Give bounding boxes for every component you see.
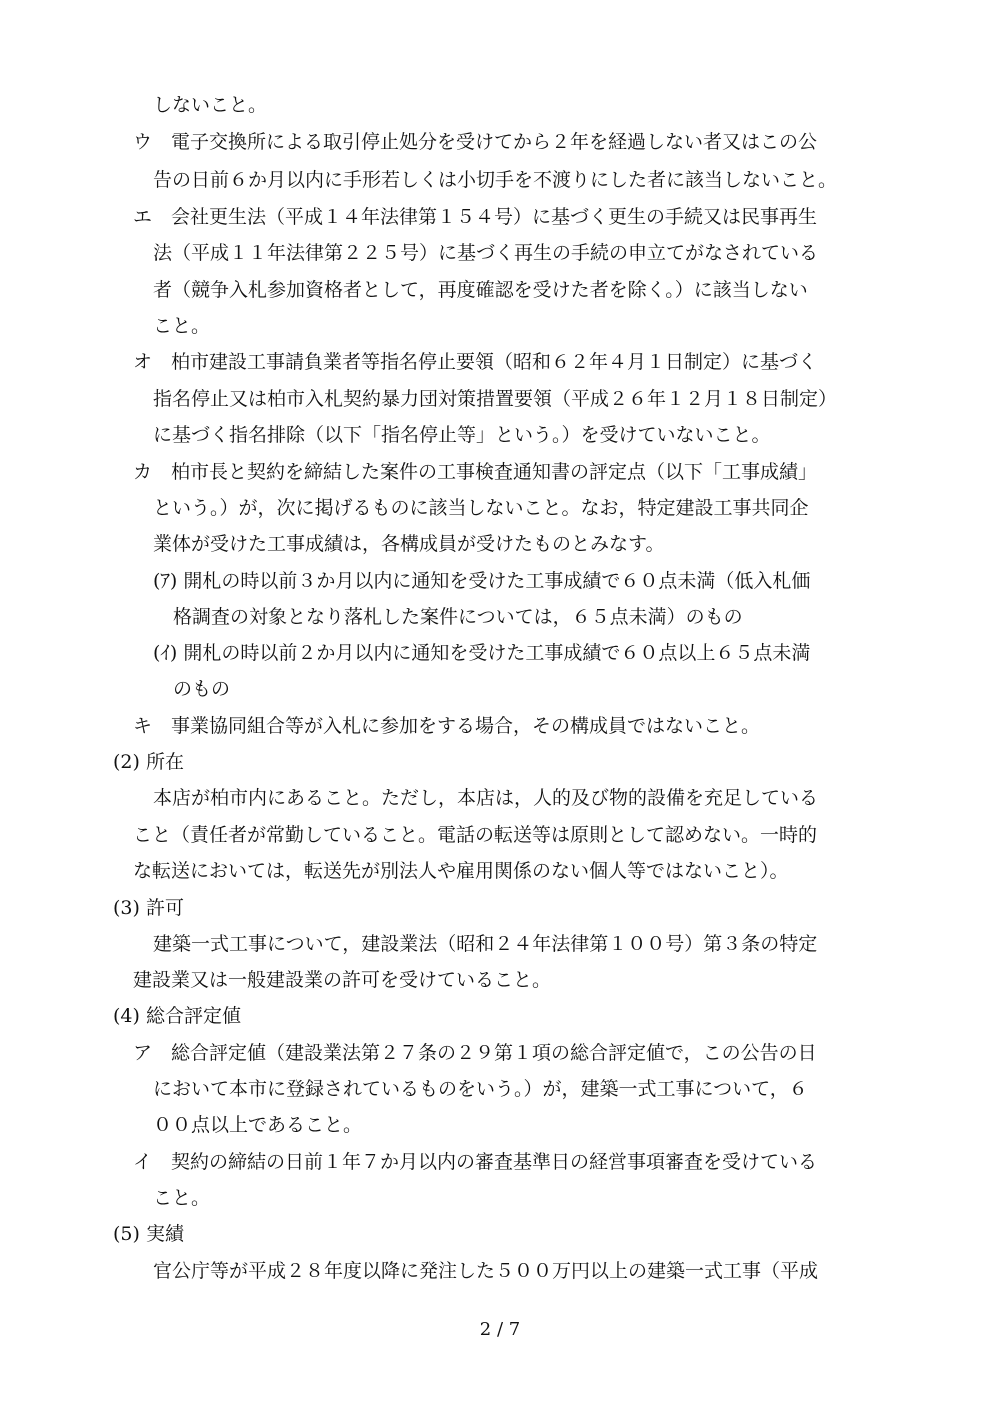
text-line: イ 契約の締結の日前１年７か月以内の審査基準日の経営事項審査を受けている bbox=[133, 1151, 818, 1173]
text-line: オ 柏市建設工事請負業者等指名停止要領（昭和６２年４月１日制定）に基づく bbox=[133, 351, 818, 373]
text-line: しないこと。 bbox=[153, 94, 268, 116]
text-line: (ｲ) 開札の時以前２か月以内に通知を受けた工事成績で６０点以上６５点未満 bbox=[153, 642, 811, 664]
text-line: こと（責任者が常勤していること。電話の転送等は原則として認めない。一時的 bbox=[133, 824, 818, 846]
text-line: 格調査の対象となり落札した案件については，６５点未満）のもの bbox=[173, 606, 743, 628]
text-line: カ 柏市長と契約を締結した案件の工事検査通知書の評定点（以下「工事成績」 bbox=[133, 461, 818, 483]
text-line: ウ 電子交換所による取引停止処分を受けてから２年を経過しない者又はこの公 bbox=[133, 131, 818, 153]
text-line: 指名停止又は柏市入札契約暴力団対策措置要領（平成２６年１２月１８日制定） bbox=[153, 388, 838, 410]
text-line: 建設業又は一般建設業の許可を受けていること。 bbox=[133, 969, 552, 991]
text-line: ア 総合評定値（建設業法第２７条の２９第１項の総合評定値で，この公告の日 bbox=[133, 1042, 817, 1064]
text-line: という。）が，次に掲げるものに該当しないこと。なお，特定建設工事共同企 bbox=[153, 497, 809, 519]
text-line: 業体が受けた工事成績は，各構成員が受けたものとみなす。 bbox=[153, 533, 665, 555]
section-heading: (2) 所在 bbox=[113, 751, 184, 773]
section-heading: (4) 総合評定値 bbox=[113, 1005, 241, 1027]
text-line: キ 事業協同組合等が入札に参加をする場合，その構成員ではないこと。 bbox=[133, 715, 761, 737]
text-line: 告の日前６か月以内に手形若しくは小切手を不渡りにした者に該当しないこと。 bbox=[153, 169, 838, 191]
text-line: (ｱ) 開札の時以前３か月以内に通知を受けた工事成績で６０点未満（低入札価 bbox=[153, 570, 811, 592]
text-line: こと。 bbox=[153, 1187, 211, 1209]
text-line: 法（平成１１年法律第２２５号）に基づく再生の手続の申立てがなされている bbox=[153, 242, 819, 264]
text-line: ００点以上であること。 bbox=[153, 1114, 363, 1136]
text-line: な転送においては，転送先が別法人や雇用関係のない個人等ではないこと）。 bbox=[133, 860, 789, 882]
page-number: 2 / 7 bbox=[479, 1319, 521, 1340]
text-line: 官公庁等が平成２８年度以降に発注した５００万円以上の建築一式工事（平成 bbox=[153, 1260, 819, 1282]
section-heading: (5) 実績 bbox=[113, 1223, 184, 1245]
text-line: こと。 bbox=[153, 315, 211, 337]
section-heading: (3) 許可 bbox=[113, 897, 184, 919]
text-line: 者（競争入札参加資格者として，再度確認を受けた者を除く。）に該当しない bbox=[153, 279, 808, 301]
text-line: エ 会社更生法（平成１４年法律第１５４号）に基づく更生の手続又は民事再生 bbox=[133, 206, 818, 228]
text-line: に基づく指名排除（以下「指名停止等」という。）を受けていないこと。 bbox=[153, 424, 771, 446]
text-line: のもの bbox=[173, 678, 231, 700]
text-line: 建築一式工事について，建設業法（昭和２４年法律第１００号）第３条の特定 bbox=[153, 933, 818, 955]
text-line: において本市に登録されているものをいう。）が，建築一式工事について，６ bbox=[153, 1078, 808, 1100]
text-line: 本店が柏市内にあること。ただし，本店は，人的及び物的設備を充足している bbox=[153, 787, 819, 809]
